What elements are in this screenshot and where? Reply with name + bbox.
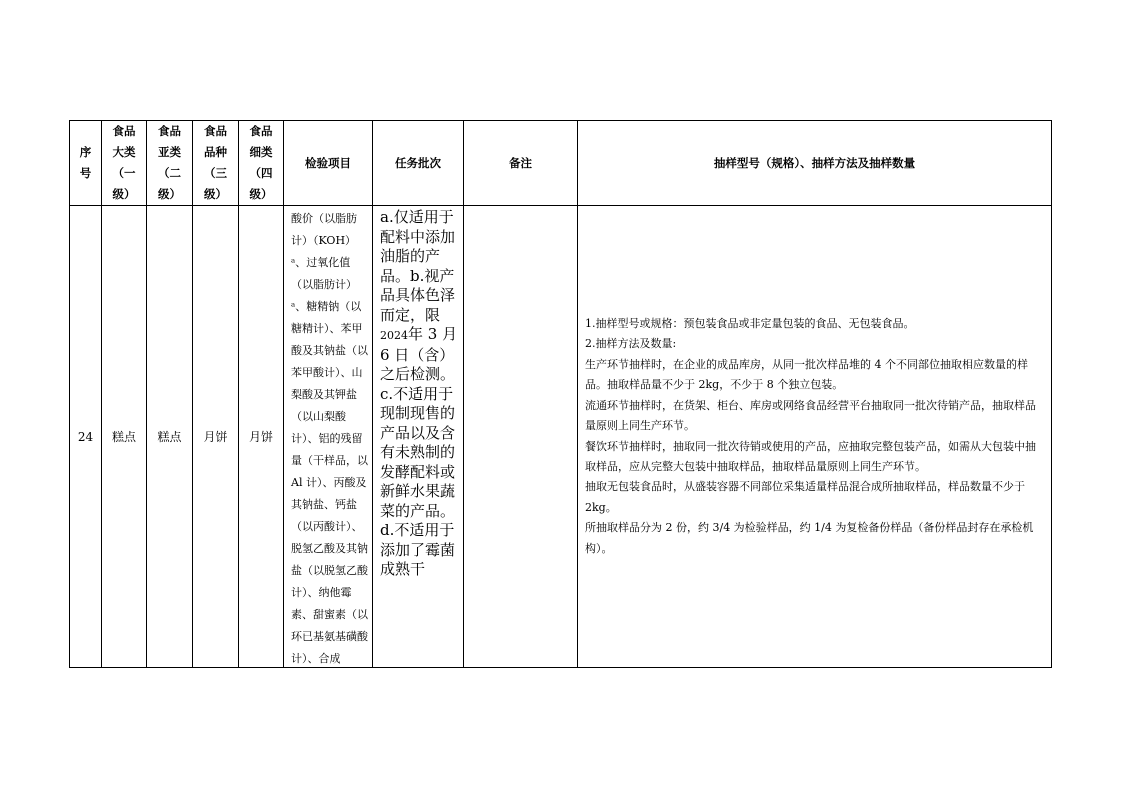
header-remark: 备注 <box>464 121 578 206</box>
method-paragraph: 流通环节抽样时，在货架、柜台、库房或网络食品经营平台抽取同一批次待销产品，抽取样品量原则上同生产环节。 <box>585 398 1036 433</box>
method-paragraph: 2.抽样方法及数量: <box>585 337 677 351</box>
row-test-items-cell <box>284 206 373 668</box>
batch-note-b: b.视产品具体色泽而定，限 <box>380 266 456 324</box>
header-category-3: 食品 品种 （三 级） <box>193 121 239 206</box>
row-remark <box>464 206 578 668</box>
header-test-items: 检验项目 <box>284 121 373 206</box>
header-category-1: 食品 大类 （一 级） <box>102 121 147 206</box>
test-items-text: 酸价（以脂肪计）（KOH）ᵃ、过氧化值（以脂肪计）ᵃ、糖精钠（以糖精计）、苯甲酸及其钠盐（以苯甲酸计）、山梨酸及其钾盐（以山梨酸计）、铝的残留量（干样品，以 Al 计）、丙酸及其钠盐、钙盐（以丙酸计）、脱氢乙酸及其钠盐（以脱氢乙酸计）、纳他霉素、甜蜜素（以环已基氨基磺酸计）、合成 <box>291 212 368 665</box>
method-paragraph: 餐饮环节抽样时，抽取同一批次待销或使用的产品，应抽取完整包装产品，如需从大包装中抽取样品，应从完整大包装中抽取样品，抽取样品量原则上同生产环节。 <box>585 439 1036 473</box>
row-category-3: 月饼 <box>193 206 239 668</box>
batch-note-d: d.不适用于添加了霉菌成熟干 <box>380 521 456 578</box>
row-category-1: 糕点 <box>102 206 147 668</box>
header-seq: 序 号 <box>70 121 102 206</box>
task-batch-text <box>373 206 463 665</box>
row-sampling-method-cell <box>578 206 1052 668</box>
batch-note-c: c.不适用于现制现售的产品以及含有未熟制的发酵配料或新鲜水果蔬菜的产品。 <box>380 384 456 520</box>
row-category-4: 月饼 <box>239 206 284 668</box>
row-seq: 24 <box>70 206 102 668</box>
table-row <box>70 206 1052 668</box>
header-category-2: 食品 亚类 （二 级） <box>147 121 193 206</box>
batch-note-b-date: 年 3 月 6 日（含）之后检测。 <box>380 325 458 383</box>
method-paragraph: 1.抽样型号或规格：预包装食品或非定量包装的食品、无包装食品。 <box>585 317 915 331</box>
method-paragraph: 生产环节抽样时，在企业的成品库房，从同一批次样品堆的 4 个不同部位抽取相应数量的样品。抽取样品量不少于 2kg，不少于 8 个独立包装。 <box>585 357 1028 392</box>
batch-note-a: a.仅适用于配料中添加油脂的产品。 <box>380 208 456 285</box>
row-task-batch-cell <box>373 206 464 668</box>
header-category-4: 食品 细类 （四 级） <box>239 121 284 206</box>
header-task-batch: 任务批次 <box>373 121 464 206</box>
header-sampling-method: 抽样型号（规格）、抽样方法及抽样数量 <box>578 121 1052 206</box>
method-paragraph: 抽取无包装食品时，从盛装容器不同部位采集适量样品混合成所抽取样品，样品数量不少于 2kg。 <box>585 480 1025 514</box>
batch-note-b-year: 2024 <box>380 329 408 342</box>
sampling-method-text <box>578 314 1051 559</box>
sampling-table <box>69 120 1052 668</box>
method-paragraph: 所抽取样品分为 2 份，约 3/4 为检验样品，约 1/4 为复检备份样品（备份样品封存在承检机构）。 <box>585 521 1034 555</box>
row-category-2: 糕点 <box>147 206 193 668</box>
table-header-row <box>70 121 1052 206</box>
